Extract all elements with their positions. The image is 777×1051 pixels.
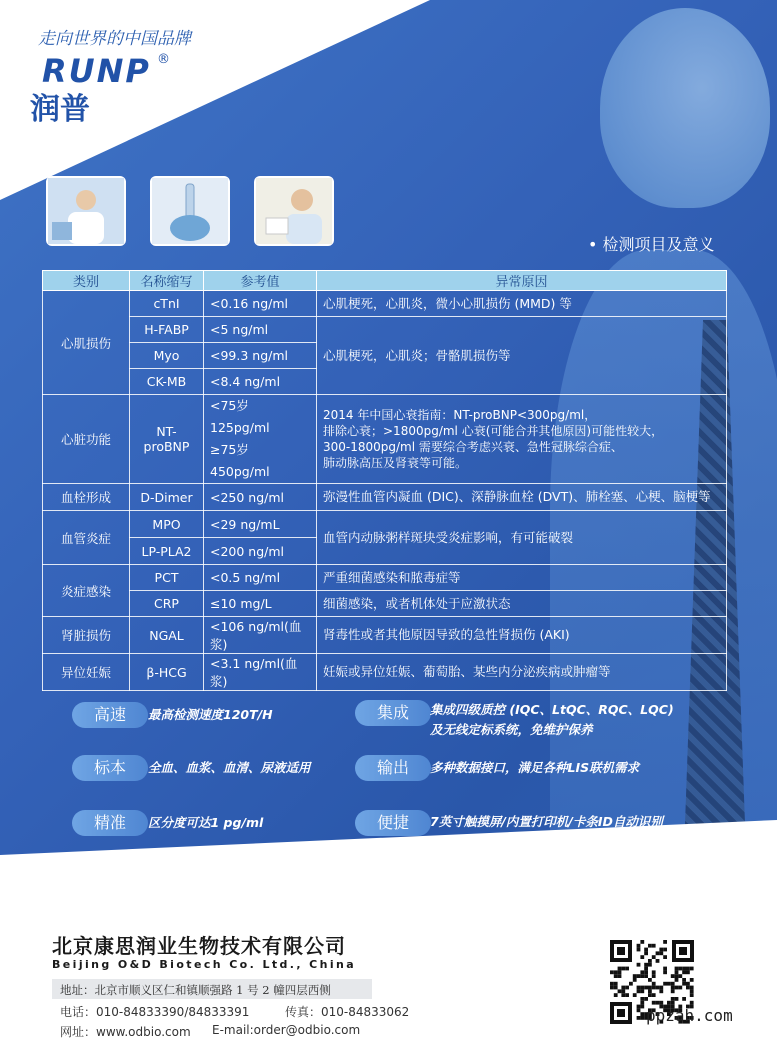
qr-module [640, 1016, 644, 1020]
qr-module [648, 944, 652, 948]
cause-cell: 细菌感染，或者机体处于应激状态 [317, 591, 727, 617]
company-address: 地址：北京市顺义区仁和镇顺强路 1 号 2 幢四层西侧 [60, 983, 331, 997]
qr-module [675, 974, 679, 978]
qr-module [671, 986, 675, 990]
abbr-cell: H-FABP [130, 317, 204, 343]
table-row [43, 617, 727, 654]
ref-cell: <250 ng/ml [204, 484, 317, 511]
qr-module [625, 993, 629, 997]
header-reference: 参考值 [204, 271, 317, 291]
ref-cell: <3.1 ng/ml(血浆) [204, 654, 317, 691]
qr-module [621, 993, 625, 997]
lab-photo-1 [46, 176, 126, 246]
qr-module [625, 986, 629, 990]
company-phone: 电话：010-84833390/84833391 [60, 1005, 250, 1019]
lab-technician-icon [48, 178, 124, 244]
table-row [43, 395, 727, 484]
qr-module [621, 967, 625, 971]
feature-text-integration [430, 700, 674, 740]
qr-module [682, 970, 686, 974]
feature-line: 及无线定标系统，免维护保养 [430, 722, 593, 737]
table-row [43, 317, 727, 343]
qr-module [675, 967, 679, 971]
doctor-face-image [600, 8, 770, 208]
qr-module [656, 1001, 660, 1005]
qr-module [656, 959, 660, 963]
qr-module [640, 955, 644, 959]
abbr-cell: Myo [130, 343, 204, 369]
ref-line: ≥75岁 450pg/ml [210, 442, 270, 479]
qr-module [678, 967, 682, 971]
qr-module [637, 1005, 641, 1009]
qr-module [682, 997, 686, 1001]
qr-module [652, 982, 656, 986]
qr-module [656, 951, 660, 955]
ref-cell: <0.5 ng/ml [204, 565, 317, 591]
qr-module [644, 951, 648, 955]
category-cell: 肾脏损伤 [43, 617, 130, 654]
cause-line: 300-1800pg/ml 需要综合考虑兴衰、急性冠脉综合症、 [323, 440, 623, 454]
qr-module [644, 986, 648, 990]
section-title: • 检测项目及意义 [588, 235, 715, 254]
ref-cell: <5 ng/ml [204, 317, 317, 343]
qr-module [610, 982, 614, 986]
feature-tag-convenience: 便捷 [355, 810, 431, 836]
feature-tag-sample: 标本 [72, 755, 148, 781]
qr-module [663, 955, 667, 959]
qr-module [648, 963, 652, 967]
abbr-cell: MPO [130, 511, 204, 538]
qr-module [633, 974, 637, 978]
qr-module [648, 989, 652, 993]
qr-module [640, 940, 644, 944]
qr-module [621, 986, 625, 990]
qr-module [648, 978, 652, 982]
qr-module [621, 989, 625, 993]
cause-cell: 妊娠或异位妊娠、葡萄胎、某些内分泌疾病或肿瘤等 [317, 654, 727, 691]
qr-module [690, 986, 694, 990]
feature-tag-precision: 精准 [72, 810, 148, 836]
qr-module [637, 944, 641, 948]
qr-module [644, 997, 648, 1001]
qr-module [686, 967, 690, 971]
table-row [43, 291, 727, 317]
category-cell: 炎症感染 [43, 565, 130, 617]
qr-module [663, 970, 667, 974]
qr-module [663, 940, 667, 944]
ref-cell [204, 395, 317, 484]
category-cell: 心脏功能 [43, 395, 130, 484]
cause-cell: 严重细菌感染和脓毒症等 [317, 565, 727, 591]
qr-module [659, 989, 663, 993]
qr-module [644, 963, 648, 967]
qr-module [614, 974, 618, 978]
qr-module [690, 993, 694, 997]
qr-module [686, 986, 690, 990]
ref-line: <75岁 125pg/ml [210, 398, 270, 435]
qr-module [640, 997, 644, 1001]
qr-module [648, 959, 652, 963]
header-abbr: 名称缩写 [130, 271, 204, 291]
table-row [43, 654, 727, 691]
qr-module [671, 982, 675, 986]
qr-module [614, 986, 618, 990]
qr-module [640, 1005, 644, 1009]
feature-text-convenience [430, 812, 663, 852]
abbr-cell: PCT [130, 565, 204, 591]
brand-logo-chinese: 润普 [30, 92, 90, 127]
feature-tag-speed: 高速 [72, 702, 148, 728]
qr-module [648, 986, 652, 990]
qr-module [667, 1001, 671, 1005]
ref-cell: <29 ng/mL [204, 511, 317, 538]
test-tube-hand-icon [152, 178, 228, 244]
qr-module [618, 970, 622, 974]
qr-module [637, 963, 641, 967]
feature-line: /可扩展标本条码扫描 [430, 834, 548, 849]
cause-cell: 心肌梗死，心肌炎；骨骼肌损伤等 [317, 317, 727, 395]
qr-module [690, 978, 694, 982]
lab-photo-3 [254, 176, 334, 246]
qr-module [637, 974, 641, 978]
category-cell: 血栓形成 [43, 484, 130, 511]
qr-module [652, 1001, 656, 1005]
qr-module [652, 974, 656, 978]
qr-module [663, 982, 667, 986]
ref-cell: <8.4 ng/ml [204, 369, 317, 395]
qr-module [652, 944, 656, 948]
qr-module [644, 970, 648, 974]
qr-module [690, 1001, 694, 1005]
table-row [43, 565, 727, 591]
feature-tag-integration: 集成 [355, 700, 431, 726]
qr-module [663, 948, 667, 952]
qr-module [675, 970, 679, 974]
qr-module [686, 982, 690, 986]
qr-module [659, 948, 663, 952]
company-name-english: Beijing O&D Biotech Co. Ltd., China [52, 958, 357, 971]
qr-module [659, 1001, 663, 1005]
qr-module [618, 989, 622, 993]
qr-module [675, 997, 679, 1001]
cause-cell: 肾毒性或者其他原因导致的急性肾损伤 (AKI) [317, 617, 727, 654]
company-name-chinese: 北京康思润业生物技术有限公司 [52, 934, 346, 958]
feature-text-sample: 全血、血浆、血清、尿液适用 [148, 760, 311, 775]
qr-module [637, 986, 641, 990]
qr-module [610, 970, 614, 974]
abbr-cell: cTnI [130, 291, 204, 317]
abbr-cell: NT-proBNP [130, 395, 204, 484]
ref-cell: <99.3 ng/ml [204, 343, 317, 369]
abbr-cell: LP-PLA2 [130, 538, 204, 565]
header-cause: 异常原因 [317, 271, 727, 291]
qr-module [652, 970, 656, 974]
qr-module [686, 970, 690, 974]
feature-text-output: 多种数据接口，满足各种LIS联机需求 [430, 760, 640, 775]
abbr-cell: β-HCG [130, 654, 204, 691]
ref-cell: <200 ng/ml [204, 538, 317, 565]
brand-slogan: 走向世界的中国品牌 [38, 29, 191, 49]
abbr-cell: CK-MB [130, 369, 204, 395]
qr-module [640, 1012, 644, 1016]
qr-module [640, 974, 644, 978]
qr-module [659, 951, 663, 955]
qr-module [618, 967, 622, 971]
cause-line: 肺动脉高压及肾衰等可能。 [323, 456, 468, 470]
scientist-icon [256, 178, 332, 244]
qr-module [633, 978, 637, 982]
feature-tag-output: 输出 [355, 755, 431, 781]
test-items-table [42, 270, 727, 691]
registered-mark: ® [157, 52, 170, 67]
qr-module [614, 993, 618, 997]
cause-line: 2014 年中国心衰指南：NT-proBNP<300pg/ml， [323, 408, 597, 422]
company-fax: 传真：010-84833062 [285, 1005, 410, 1019]
qr-module [667, 982, 671, 986]
qr-module [614, 982, 618, 986]
qr-module [678, 986, 682, 990]
abbr-cell: D-Dimer [130, 484, 204, 511]
qr-module [675, 978, 679, 982]
qr-module [625, 967, 629, 971]
qr-module [637, 1008, 641, 1012]
table-row [43, 591, 727, 617]
qr-module [678, 974, 682, 978]
ref-cell: <106 ng/ml(血浆) [204, 617, 317, 654]
feature-line: 集成四级质控 (IQC、LtQC、RQC、LQC) [430, 702, 674, 717]
qr-module [640, 970, 644, 974]
qr-module [640, 1001, 644, 1005]
abbr-cell: CRP [130, 591, 204, 617]
lab-photo-2 [150, 176, 230, 246]
feature-text-precision: 区分度可达1 pg/ml [148, 815, 264, 830]
table-header-row [43, 271, 727, 291]
qr-module [648, 993, 652, 997]
qr-module [659, 986, 663, 990]
abbr-cell: NGAL [130, 617, 204, 654]
category-cell: 异位妊娠 [43, 654, 130, 691]
header-category: 类别 [43, 271, 130, 291]
ref-cell: ≤10 mg/L [204, 591, 317, 617]
qr-module [637, 1016, 641, 1020]
qr-module [671, 1001, 675, 1005]
qr-module [690, 967, 694, 971]
qr-module [618, 974, 622, 978]
company-website[interactable]: 网址：www.odbio.com [60, 1025, 191, 1039]
cause-cell: 心肌梗死，心肌炎，微小心肌损伤 (MMD) 等 [317, 291, 727, 317]
qr-module [671, 997, 675, 1001]
qr-module [610, 986, 614, 990]
qr-module [637, 989, 641, 993]
qr-module [682, 978, 686, 982]
qr-module [652, 986, 656, 990]
cause-cell [317, 395, 727, 484]
qr-module [644, 948, 648, 952]
qr-module [652, 955, 656, 959]
qr-module [671, 989, 675, 993]
table-row [43, 511, 727, 538]
qr-module [640, 986, 644, 990]
ref-cell: <0.16 ng/ml [204, 291, 317, 317]
qr-module [652, 993, 656, 997]
qr-module [644, 974, 648, 978]
qr-module [656, 986, 660, 990]
category-cell: 心肌损伤 [43, 291, 130, 395]
qr-module [682, 967, 686, 971]
qr-module [629, 982, 633, 986]
feature-line: 7英寸触摸屏/内置打印机/卡条ID自动识别 [430, 814, 663, 829]
qr-module [637, 948, 641, 952]
qr-module [675, 986, 679, 990]
cause-line: 排除心衰；>1800pg/ml 心衰(可能合并其他原因)可能性较大， [323, 424, 664, 438]
table-row [43, 484, 727, 511]
qr-module [671, 974, 675, 978]
site-watermark: ppzah.com [646, 1006, 733, 1025]
cause-cell: 弥漫性血管内凝血 (DIC)、深静脉血栓 (DVT)、肺栓塞、心梗、脑梗等 [317, 484, 727, 511]
company-email[interactable]: E-mail:order@odbio.com [212, 1023, 361, 1037]
qr-module [614, 970, 618, 974]
brand-logo-latin: RUNP [42, 52, 151, 90]
cause-cell: 血管内动脉粥样斑块受炎症影响，有可能破裂 [317, 511, 727, 565]
qr-module [663, 967, 667, 971]
qr-module [690, 989, 694, 993]
qr-module [640, 989, 644, 993]
qr-module [682, 982, 686, 986]
category-cell: 血管炎症 [43, 511, 130, 565]
feature-text-speed: 最高检测速度120T/H [148, 707, 273, 722]
qr-module [633, 993, 637, 997]
qr-module [644, 967, 648, 971]
